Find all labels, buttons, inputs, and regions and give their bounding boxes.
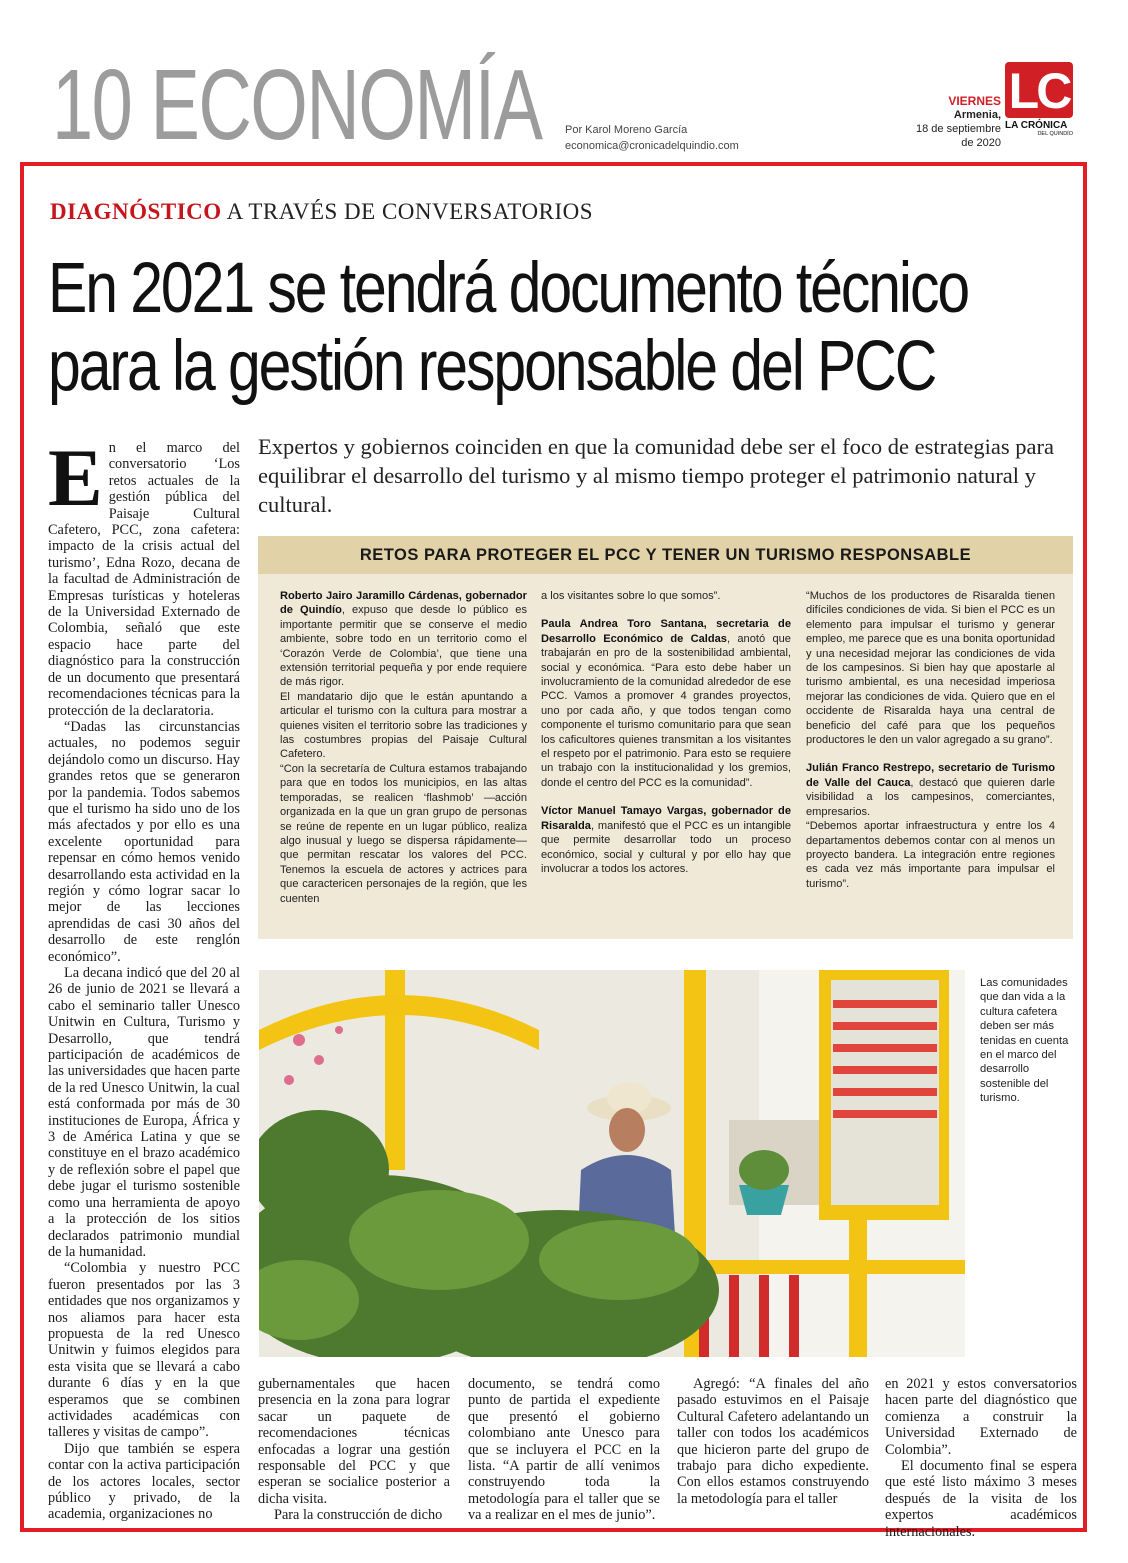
sidebar-column-2: [541, 589, 791, 876]
article-column-5: [885, 1376, 1077, 1540]
sidebar-text: , anotó que trabajarán en pro de la sostenibilidad ambiental, social y económica. “Para esto debe haber un involucramiento de la comunidad alrededor de ese PCC. Vamos a promover 4 grandes proyectos, uno por cada año, y que todos tengan como componente el turismo comunitario para que sean los caficultores quienes transmitan a los visitantes el respeto por el patrimonio. Para esto se requiere un trabajo con la institucionalidad y los gremios, donde el centro del PCC es la comunidad”.: [541, 632, 791, 789]
sidebar-text: , destacó que quieren darle visibilidad a los campesinos, comerciantes, empresarios.: [806, 776, 1056, 818]
paragraph: Para la construcción de dicho: [274, 1507, 443, 1524]
article-column-1: [48, 432, 240, 1523]
sidebar-text: “Muchos de los productores de Risaralda tienen difíciles condiciones de vida. Si bien el PCC es un elemento para impulsar el turismo y generar empleo, me parece que es una bonita oportunidad y una necesidad mejorar las condiciones de vida de los campesinos. Si bien hay que apostarle al turismo ambiental, es una necesidad imperiosa mejorar las condiciones de vida. Quiero que en el occidente de Risaralda haya una central de beneficio del café para que los pequeños productores le den un valor agregado a su grano”.: [806, 590, 1055, 747]
author: Por Karol Moreno García: [565, 124, 688, 136]
paragraph: en 2021 y estos conversatorios hacen parte del diagnóstico que comienza a construir la Universidad Externado de Colombia”.: [885, 1376, 1077, 1458]
paragraph: Dijo que también se espera contar con la activa participación de los actores locales, sector público y privado, de la academia, organizaciones no: [48, 1440, 240, 1523]
paragraph: El documento final se espera que esté listo máximo 3 meses después de la visita de los expertos académicos internacionales.: [885, 1458, 1077, 1540]
sidebar-title: RETOS PARA PROTEGER EL PCC Y TENER UN TURISMO RESPONSABLE: [258, 536, 1073, 574]
article-column-3: [468, 1376, 660, 1524]
article-column-4: [677, 1376, 869, 1507]
paragraph: n el marco del conversatorio ‘Los retos actuales de la gestión pública del Paisaje Cultural Cafetero, PCC, zona cafetera: impacto de la crisis actual del turismo’, Edna Rozo, decana de la facultad de Administración de Empresas turísticas y hoteleras de la Universidad Externado de Colombia, señaló que este espacio hace parte del diagnóstico para la construcción de un documento que presentará recomendaciones técnicas para la protección de la declaratoria.: [48, 440, 240, 719]
sidebar-text: El mandatario dijo que le están apuntando a articular el turismo con la cultura para mostrar a quienes visiten el territorio sobre las tradiciones y las costumbres propias del Paisaje Cultural Cafetero.: [280, 690, 527, 761]
kicker: [50, 198, 593, 226]
headline-line-2: para la gestión responsable del PCC: [48, 327, 936, 406]
speaker-name: Paula Andrea Toro Santana, secretaria de Desarrollo Económico de Caldas: [541, 618, 791, 645]
speaker-name: Roberto Jairo Jaramillo Cárdenas, gobernador de Quindío: [280, 590, 527, 617]
paragraph: Agregó: “A finales del año pasado estuvimos en el Paisaje Cultural Cafetero adelantando un taller con todos los académicos que hicieron parte del grupo de trabajo para dicho expediente. Con ellos estamos construyendo la metodología para el taller: [677, 1376, 869, 1507]
author-email[interactable]: economica@cronicadelquindio.com: [565, 140, 739, 152]
drop-cap: E: [48, 432, 103, 523]
paragraph: “Colombia y nuestro PCC fueron presentados por las 3 entidades que nos organizamos y nos aliamos para hacer esta propuesta de la red Unesco Unitwin y fuimos elegidos para esta visita que se llevará a cabo durante 6 días y en la que esperamos que se combinen actividades académicas con talleres y visitas de campo”.: [48, 1260, 240, 1441]
sidebar-column-1: [280, 589, 527, 906]
date-block: [916, 94, 1001, 150]
photo-caption: Las comunidades que dan vida a la cultura cafetera deben ser más tenidas en cuenta en el marco del desarrollo sostenible del turismo.: [980, 977, 1069, 1105]
city: Armenia,: [953, 109, 1001, 121]
page-header-title: [52, 49, 542, 161]
paragraph: “Dadas las circunstancias actuales, no podemos seguir dejándolo como un discurso. Hay grandes retos que se generaron por la pandemia. Todos sabemos que el turismo ha sido uno de los más afectados y por ello es una excelente oportunidad para repensar en cómo hemos venido desarrollando esta actividad en la región y cómo lograr sacar lo mejor de las lecciones aprendidas de casi 30 años del desarrollo de este renglón económico”.: [48, 718, 240, 965]
paragraph: documento, se tendrá como punto de partida el expediente que presentó el gobierno colombiano ante Unesco para que se incluyera el PCC en la lista. “A partir de allí venimos construyendo toda la metodología para el taller que se va a realizar en el mes de junio”.: [468, 1376, 660, 1524]
photo-illustration: [259, 970, 965, 1357]
speaker-name: Julián Franco Restrepo, secretario de Turismo de Valle del Cauca: [806, 762, 1055, 789]
paragraph: La decana indicó que del 20 al 26 de junio de 2021 se llevará a cabo el seminario taller Unesco Unitwin en Cultura, Turismo y Desarrollo, que tendrá participación de académicos de las universidades que hacen parte de la red Unesco Unitwin, la cual está conformada por más de 30 instituciones de Europa, África y 3 de América Latina y que se constituye en el brazo académico y de reflexión sobre el papel que debe jugar el turismo sostenible como una herramienta de apoyo a la protección de los sitios declarados patrimonio mundial de la humanidad.: [48, 965, 240, 1260]
sidebar-text: “Con la secretaría de Cultura estamos trabajando para que en todos los municipios, en las altas temporadas, se realicen ‘flashmob’ —acción organizada en la que un gran grupo de personas se reúne de repente en un lugar público, realiza algo inusual y luego se dispersa rápidamente— que permitan rescatar los valores del PCC. Tenemos la escuela de actores y actrices para que caractericen personajes de la región, que les cuenten: [280, 762, 527, 905]
article-column-2: [258, 1376, 450, 1524]
logo-subtitle: DEL QUINDÍO: [1037, 131, 1073, 137]
logo-name: LA CRÓNICA: [1005, 120, 1068, 131]
newspaper-logo: [1005, 62, 1077, 154]
page-number: 10: [52, 49, 132, 161]
article-photo: [259, 970, 965, 1357]
section-name: ECONOMÍA: [150, 49, 542, 161]
sidebar-text: “Debemos aportar infraestructura y entre los 4 departamentos debemos contar con al menos un proyecto bandera. La integración entre regiones es cada vez más importante para impulsar el turismo”.: [806, 820, 1055, 890]
speaker-name: Víctor Manuel Tamayo Vargas, gobernador de Risaralda: [541, 805, 791, 832]
date: 18 de septiembre: [916, 123, 1001, 135]
byline: [565, 122, 739, 154]
logo-mark: LC: [1005, 62, 1073, 118]
sidebar-text: a los visitantes sobre lo que somos”.: [541, 590, 721, 602]
kicker-bold: DIAGNÓSTICO: [50, 199, 222, 224]
year: de 2020: [961, 137, 1001, 149]
headline: [48, 249, 969, 406]
weekday: VIERNES: [948, 94, 1001, 108]
sidebar-text: , manifestó que el PCC es un intangible que permite desarrollar todo un proceso económico, social y cultural y por ello hay que involucrar a todos los actores.: [541, 819, 791, 875]
headline-line-1: En 2021 se tendrá documento técnico: [48, 249, 969, 328]
sidebar-text: , expuso que desde lo público es importante permitir que se conserve el medio ambiente, sobre todo en un territorio como el ‘Corazón Verde de Colombia’, que tiene una extensión territorial pequeña y por ende requiere de más rigor.: [280, 604, 527, 689]
kicker-rest: A TRAVÉS DE CONVERSATORIOS: [226, 199, 594, 224]
paragraph: gubernamentales que hacen presencia en la zona para lograr sacar un paquete de recomendaciones técnicas enfocadas a lograr una gestión responsable del PCC y que esperan se socialice posterior a dicha visita.: [258, 1376, 450, 1507]
subheadline: Expertos y gobiernos coinciden en que la comunidad debe ser el foco de estrategias para equilibrar el desarrollo del turismo y al mismo tiempo proteger el patrimonio natural y cultural.: [258, 434, 1054, 517]
sidebar-column-3: [806, 589, 1055, 891]
